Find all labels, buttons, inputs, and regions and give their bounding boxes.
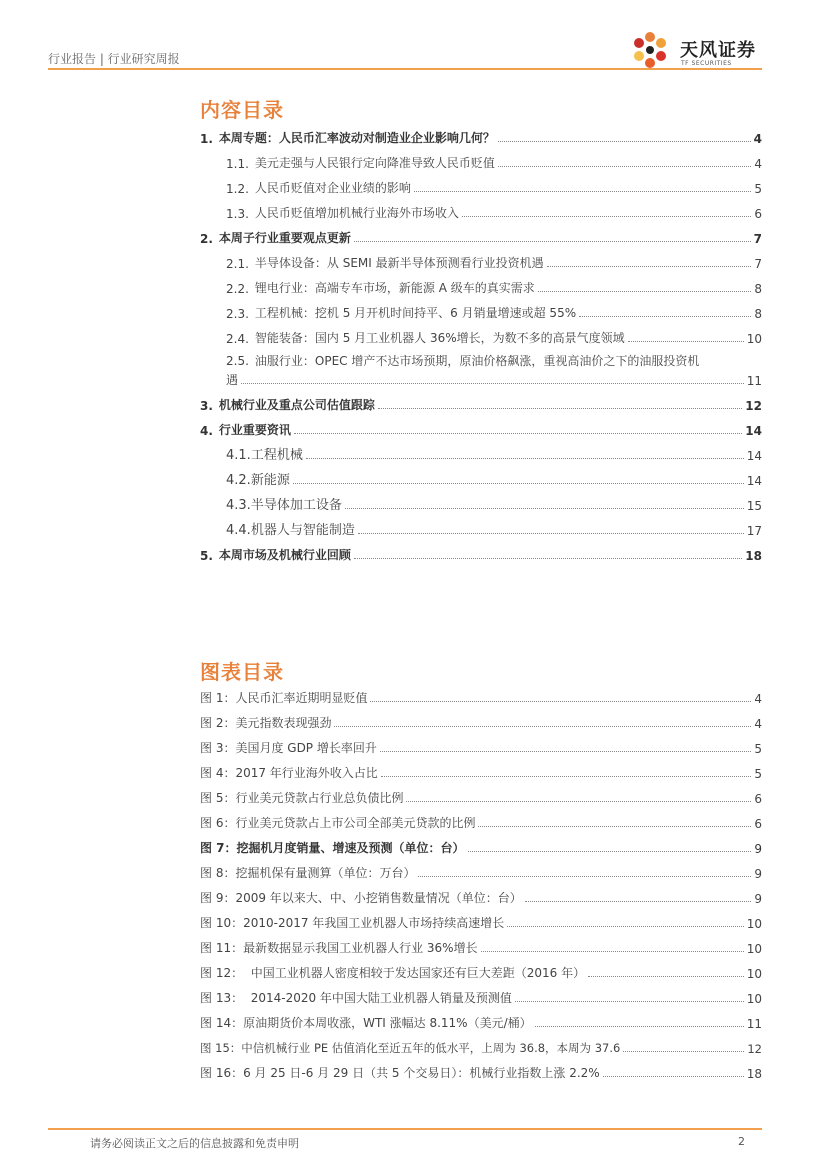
toc-entry[interactable]: 4.3. 半导体加工设备 15 [226, 498, 762, 513]
toc-entry[interactable]: 4.1. 工程机械 14 [226, 448, 762, 463]
toc-entry[interactable]: 1.1. 美元走强与人民银行定向降准导致人民币贬值 4 [226, 156, 762, 171]
logo-chinese-name: 天风证券 [680, 40, 756, 61]
header-breadcrumb: 行业报告 | 行业研究周报 [48, 52, 180, 66]
toc-entry[interactable]: 5. 本周市场及机械行业回顾 18 [200, 548, 762, 563]
toc-entry[interactable]: 1.3. 人民币贬值增加机械行业海外市场收入 6 [226, 206, 762, 221]
toc-entry[interactable]: 2. 本周子行业重要观点更新 7 [200, 231, 762, 246]
logo-english-name: TF SECURITIES [681, 60, 732, 67]
toc-entry[interactable]: 3. 机械行业及重点公司估值跟踪 12 [200, 398, 762, 413]
figure-entry[interactable]: 图 3：美国月度 GDP 增长率回升 5 [200, 741, 762, 756]
toc-entry[interactable]: 4.2. 新能源 14 [226, 473, 762, 488]
toc-entry[interactable]: 4.4. 机器人与智能制造 17 [226, 523, 762, 538]
figure-entry[interactable]: 图 8：挖掘机保有量测算（单位：万台） 9 [200, 866, 762, 881]
toc-entry[interactable]: 2.1. 半导体设备：从 SEMI 最新半导体预测看行业投资机遇 7 [226, 256, 762, 271]
figure-entry[interactable]: 图 4：2017 年行业海外收入占比 5 [200, 766, 762, 781]
figure-entry[interactable]: 图 9：2009 年以来大、中、小挖销售数量情况（单位：台） 9 [200, 891, 762, 906]
figure-entry[interactable]: 图 6：行业美元贷款占上市公司全部美元贷款的比例 6 [200, 816, 762, 831]
figure-entry[interactable]: 图 1：人民币汇率近期明显贬值 4 [200, 691, 762, 706]
figure-entry[interactable]: 图 14：原油期货价本周收涨，WTI 涨幅达 8.11%（美元/桶） 11 [200, 1016, 762, 1031]
figure-entry[interactable]: 图 16：6 月 25 日-6 月 29 日（共 5 个交易日）：机械行业指数上涨 2.2% 18 [200, 1066, 762, 1081]
figure-entry[interactable]: 图 2：美元指数表现强劲 4 [200, 716, 762, 731]
toc-entry[interactable]: 2.3. 工程机械：挖机 5 月开机时间持平、6 月销量增速或超 55% 8 [226, 306, 762, 321]
figure-entry[interactable]: 图 10：2010-2017 年我国工业机器人市场持续高速增长 10 [200, 916, 762, 931]
footer-divider [48, 1128, 762, 1130]
figure-entry[interactable]: 图 11：最新数据显示我国工业机器人行业 36%增长 10 [200, 941, 762, 956]
toc-entry[interactable]: 1. 本周专题：人民币汇率波动对制造业企业影响几何？ 4 [200, 131, 762, 146]
figure-entry[interactable]: 图 7：挖掘机月度销量、增速及预测（单位：台） 9 [200, 841, 762, 856]
page-number: 2 [738, 1135, 745, 1148]
figure-entry[interactable]: 图 13： 2014-2020 年中国大陆工业机器人销量及预测值 10 [200, 991, 762, 1006]
figure-entry[interactable]: 图 5：行业美元贷款占行业总负债比例 6 [200, 791, 762, 806]
toc-title: 内容目录 [200, 98, 284, 122]
toc-entry[interactable]: 2.2. 锂电行业：高端专车市场，新能源 A 级车的真实需求 8 [226, 281, 762, 296]
footer-disclaimer: 请务必阅读正文之后的信息披露和免责申明 [90, 1137, 299, 1150]
toc-entry-wrapped[interactable]: 2.5. 油服行业：OPEC 增产不达市场预期，原油价格飙涨，重视高油价之下的油服投资机 [226, 354, 700, 368]
company-logo [628, 28, 768, 72]
toc-entry[interactable]: 2.4. 智能装备：国内 5 月工业机器人 36%增长，为数不多的高景气度领域 10 [226, 331, 762, 346]
figures-title: 图表目录 [200, 660, 284, 684]
figure-entry[interactable]: 图 15：中信机械行业 PE 估值消化至近五年的低水平，上周为 36.8，本周为 37.6 12 [200, 1041, 762, 1056]
toc-entry[interactable]: 1.2. 人民币贬值对企业业绩的影响 5 [226, 181, 762, 196]
figure-entry[interactable]: 图 12： 中国工业机器人密度相较于发达国家还有巨大差距（2016 年） 10 [200, 966, 762, 981]
flower-logo-icon [628, 28, 672, 72]
toc-entry-continuation[interactable]: 遇 11 [226, 373, 762, 388]
toc-entry[interactable]: 4. 行业重要资讯 14 [200, 423, 762, 438]
